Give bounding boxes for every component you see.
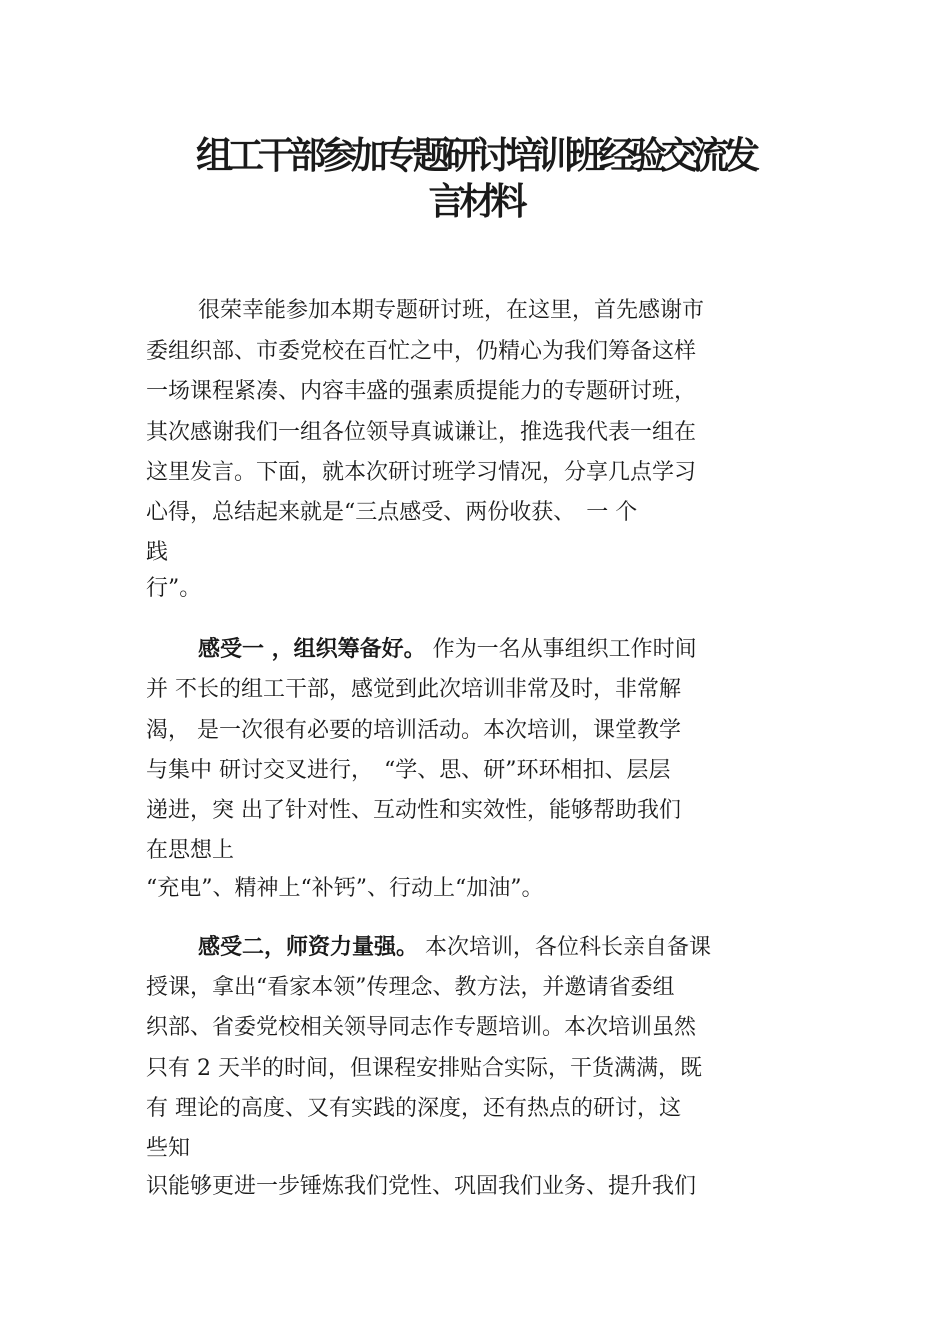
paragraph3-line-6: 些知 bbox=[146, 1136, 191, 1161]
paragraph3-line-1 bbox=[198, 932, 711, 963]
paragraph1-line-4: 其次感谢我们一组各位领导真诚谦让，推选我代表一组在 bbox=[146, 420, 697, 445]
paragraph2-line-3: 渴， 是一次很有必要的培训活动。本次培训，课堂教学 bbox=[146, 718, 681, 743]
paragraph1-line-5: 这里发言。下面，就本次研讨班学习情况，分享几点学习 bbox=[146, 460, 697, 485]
paragraph3-lead: 感受二，师资力量强。 bbox=[198, 934, 419, 960]
paragraph2-line-6: 在思想上 bbox=[146, 838, 235, 863]
paragraph1-line-7: 践 bbox=[146, 540, 169, 565]
paragraph2-line-4: 与集中 研讨交叉进行， “学、思、研”环环相扣、层层 bbox=[146, 758, 671, 783]
paragraph1-line-2: 委组织部、市委党校在百忙之中，仍精心为我们筹备这样 bbox=[146, 339, 697, 364]
document-title-line-2: 言材料 bbox=[428, 179, 522, 223]
paragraph3-line-5: 有 理论的高度、又有实践的深度，还有热点的研讨，这 bbox=[146, 1096, 681, 1121]
paragraph1-line-3: 一场课程紧凑、内容丰盛的强素质提能力的专题研讨班， bbox=[146, 379, 697, 404]
paragraph2-line-2: 并 不长的组工干部，感觉到此次培训非常及时，非常解 bbox=[146, 677, 681, 702]
paragraph2-lead: 感受一 ，组织筹备好。 bbox=[198, 636, 426, 662]
paragraph1-line-1: 很荣幸能参加本期专题研讨班，在这里，首先感谢市 bbox=[198, 298, 705, 323]
paragraph1-line-8: 行”。 bbox=[146, 576, 202, 601]
paragraph3-first-rest: 本次培训，各位科长亲自备课 bbox=[418, 935, 712, 960]
paragraph3-line-7: 识能够更进一步锤炼我们党性、巩固我们业务、提升我们 bbox=[146, 1174, 697, 1199]
paragraph1-line-6: 心得，总结起来就是“三点感受、两份收获、 一 个 bbox=[146, 500, 638, 525]
paragraph3-line-2: 授课，拿出“看家本领”传理念、教方法，并邀请省委组 bbox=[146, 975, 675, 1000]
paragraph3-line-4: 只有 2 天半的时间，但课程安排贴合实际，干货满满，既 bbox=[146, 1056, 702, 1081]
document-title-line-1: 组工干部参加专题研讨培训班经验交流发 bbox=[196, 133, 754, 177]
paragraph2-first-rest: 作为一名从事组织工作时间 bbox=[425, 637, 697, 662]
paragraph2-line-7: “充电”、精神上“补钙”、行动上“加油”。 bbox=[146, 876, 544, 901]
paragraph3-line-3: 织部、省委党校相关领导同志作专题培训。本次培训虽然 bbox=[146, 1015, 697, 1040]
paragraph2-line-5: 递进，突 出了针对性、互动性和实效性，能够帮助我们 bbox=[146, 798, 681, 823]
paragraph2-line-1 bbox=[198, 634, 697, 665]
